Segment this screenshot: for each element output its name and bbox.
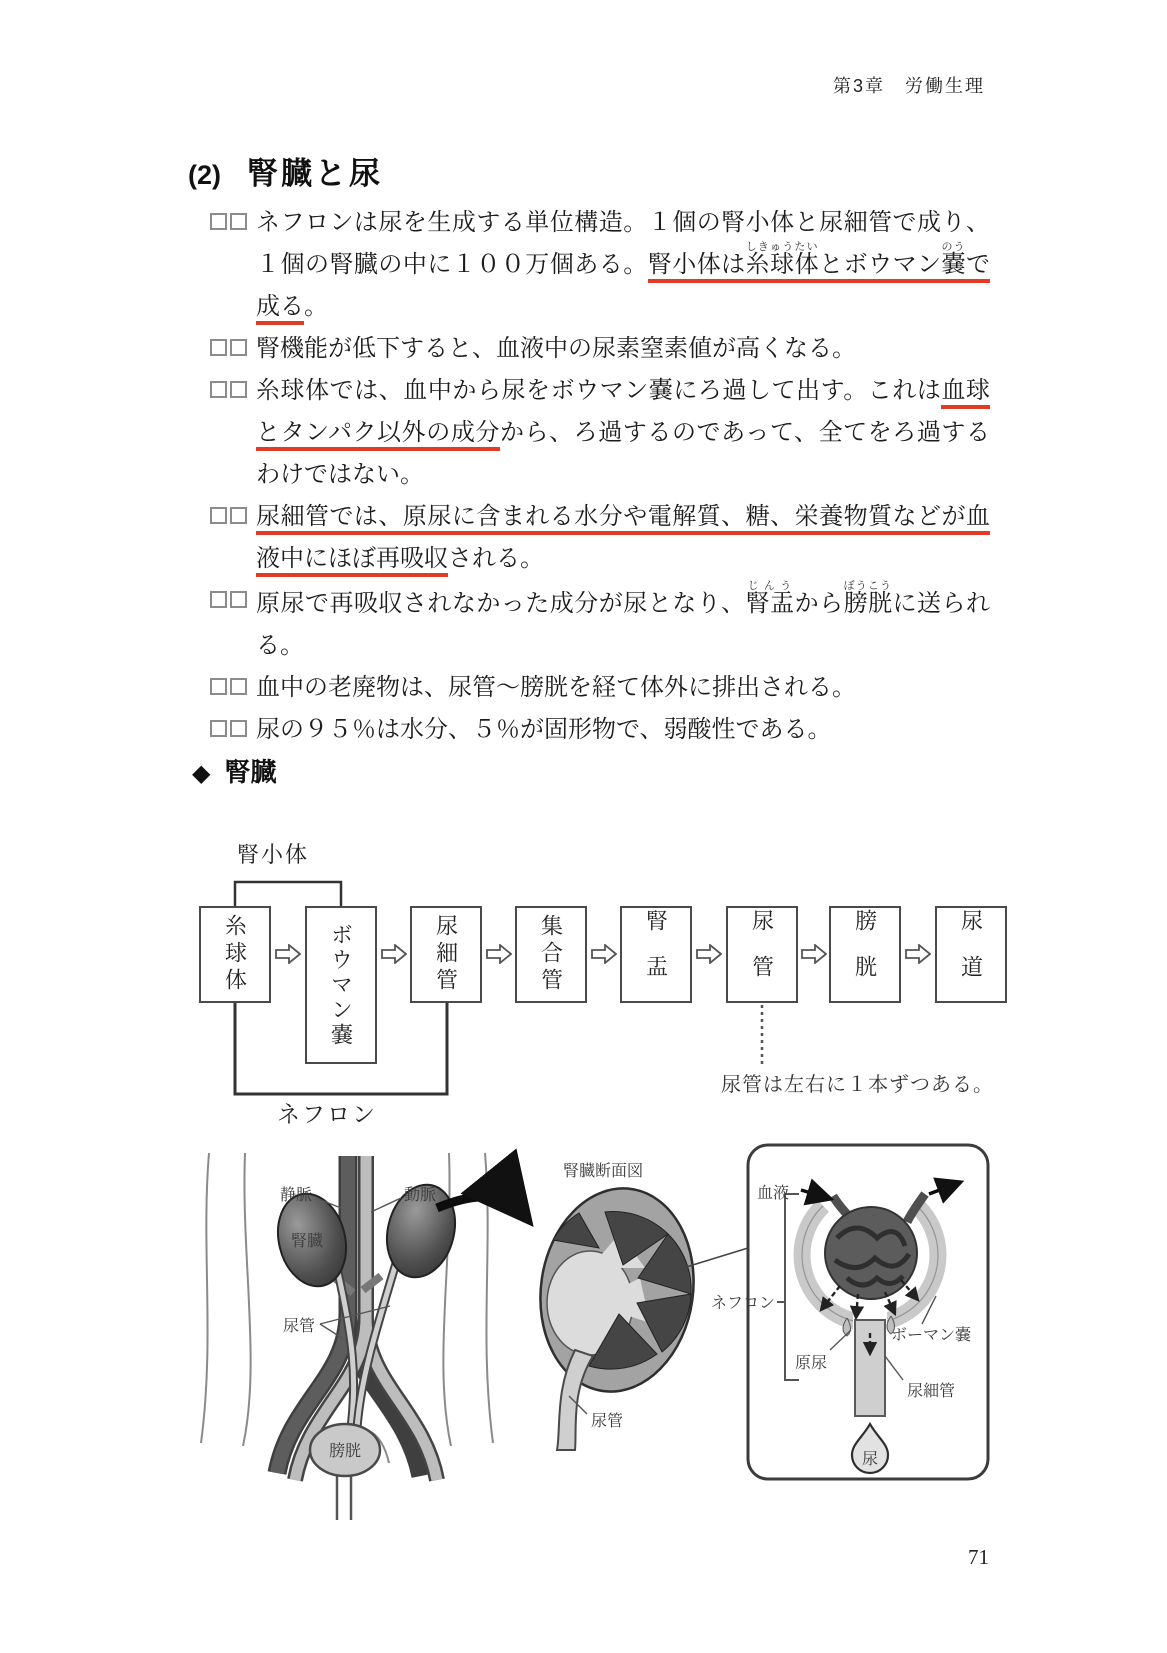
cross-section-ureter-label: 尿管 (591, 1413, 624, 1430)
flow-arrow-icon (275, 944, 301, 964)
text-segment: 原尿で再吸収されなかった成分が尿となり、 (256, 591, 746, 617)
text-segment: から (794, 591, 844, 617)
bowman-capsule-label: ボーマン嚢 (891, 1327, 972, 1344)
section-number: (2) (188, 160, 221, 190)
checkbox-pair (210, 370, 256, 398)
blood-label: 血液 (757, 1185, 790, 1202)
checklist-text (256, 580, 990, 667)
page-title-text: 腎臓と尿 (247, 156, 383, 191)
ruby-term: 嚢のう (942, 252, 966, 283)
page-title (188, 148, 383, 193)
text-segment: とボウマン (819, 252, 941, 283)
checkbox[interactable] (210, 591, 227, 608)
body-ureter-label: 尿管 (283, 1318, 316, 1335)
checklist-text (256, 709, 990, 751)
text-segment: 腎機能が低下すると、血液中の尿素窒素値が高くなる。 (256, 336, 856, 362)
checkbox[interactable] (210, 213, 227, 230)
kidney-anatomy-figure (185, 1128, 1005, 1553)
flow-arrow-icon (591, 944, 617, 964)
text-segment: 血中の老廃物は、尿管～膀胱を経て体外に排出される。 (256, 675, 856, 701)
checkbox[interactable] (230, 678, 247, 695)
checklist-item (210, 370, 1000, 496)
checkbox[interactable] (210, 381, 227, 398)
renal-tubule-label: 尿細管 (907, 1383, 956, 1400)
body-illustration (201, 1153, 528, 1520)
nephron-panel (711, 1145, 988, 1479)
text-segment: 腎小体は (648, 252, 746, 283)
diamond-icon: ◆ (192, 760, 211, 787)
checklist-item (210, 202, 1000, 328)
checklist-text (256, 328, 990, 370)
text-segment: 。 (304, 294, 328, 320)
checkbox-pair (210, 496, 256, 524)
checklist-item (210, 709, 1000, 751)
text-segment: から、ろ過するのであって、全てをろ過するわけではない。 (256, 420, 991, 488)
text-segment: で成る (256, 252, 990, 325)
checkbox-pair (210, 328, 256, 356)
artery-label: 動脈 (404, 1187, 437, 1204)
flow-arrow-icon (486, 944, 512, 964)
page-number: 71 (968, 1545, 989, 1569)
checkbox-pair (210, 202, 256, 230)
cross-section-title: 腎臓断面図 (563, 1163, 644, 1180)
checkbox[interactable] (230, 381, 247, 398)
flow-box-6: 尿管 (726, 906, 798, 1003)
flow-box-5: 腎盂 (620, 906, 692, 1003)
flow-arrow-icon (381, 944, 407, 964)
text-segment: 尿細管では、原尿に含まれる水分や電解質、糖、栄養物質などが血液中にほぼ再吸収 (256, 504, 990, 577)
checklist-text (256, 496, 990, 580)
checkbox[interactable] (230, 507, 247, 524)
nephron-panel-label: ネフロン (711, 1295, 776, 1312)
flow-arrow-icon (696, 944, 722, 964)
nephron-bracket-label: ネフロン (277, 1101, 377, 1127)
checkbox[interactable] (210, 720, 227, 737)
text-segment: に送られる。 (256, 591, 991, 659)
checkbox-pair (210, 667, 256, 695)
checklist-text (256, 370, 990, 496)
kidney-label: 腎臓 (291, 1233, 324, 1250)
checklist-item (210, 328, 1000, 370)
checkbox[interactable] (230, 339, 247, 356)
checkbox[interactable] (230, 591, 247, 608)
section-heading (192, 752, 276, 789)
section-heading-text: 腎臓 (224, 757, 277, 787)
flow-box-3: 尿細管 (410, 906, 482, 1003)
urine-label: 尿 (862, 1451, 879, 1468)
ruby-term: 腎盂じんう (745, 580, 795, 617)
checkbox[interactable] (230, 213, 247, 230)
ureter-note: 尿管は左右に１本ずつある。 (721, 1074, 994, 1096)
text-segment: 糸球体では、血中から尿をボウマン嚢にろ過して出す。これは (256, 378, 942, 404)
checklist-item (210, 580, 1000, 667)
flow-box-4: 集合管 (515, 906, 587, 1003)
text-segment: ネフロンは尿を生成する単位構造。１個の腎小体と尿細管で成り、１個の腎臓の中に１００万個ある。 (256, 210, 990, 278)
vein-label: 静脈 (280, 1187, 313, 1204)
flow-box-7: 膀胱 (829, 906, 901, 1003)
text-segment: される。 (448, 546, 544, 572)
checkbox[interactable] (210, 507, 227, 524)
checklist-item (210, 496, 1000, 580)
flow-box-8: 尿道 (935, 906, 1007, 1003)
checkbox-pair (210, 580, 256, 608)
checklist-text (256, 667, 990, 709)
flow-box-1: 糸球体 (199, 906, 271, 1003)
checkbox[interactable] (230, 720, 247, 737)
text-segment: 尿の９５％は水分、５％が固形物で、弱酸性である。 (256, 717, 832, 743)
urine-flow-diagram (185, 828, 1025, 1133)
checklist (210, 202, 1000, 751)
bladder-label: 膀胱 (329, 1443, 362, 1460)
ruby-term: 糸球体しきゅうたい (746, 252, 819, 283)
flow-arrow-icon (801, 944, 827, 964)
checkbox-pair (210, 709, 256, 737)
flow-arrow-icon (905, 944, 931, 964)
flow-box-2: ボウマン嚢 (305, 906, 377, 1064)
chapter-header: 第3章 労働生理 (832, 76, 985, 96)
kidney-illustrations (185, 1128, 1005, 1553)
primary-urine-label: 原尿 (795, 1355, 828, 1372)
checkbox[interactable] (210, 339, 227, 356)
renal-corpuscle-bracket-label: 腎小体 (237, 842, 310, 867)
text-segment: 血球とタンパク以外の成分 (256, 378, 990, 451)
checklist-text (256, 202, 990, 328)
ruby-term: 膀胱ぼうこう (843, 580, 893, 617)
checklist-item (210, 667, 1000, 709)
checkbox[interactable] (210, 678, 227, 695)
